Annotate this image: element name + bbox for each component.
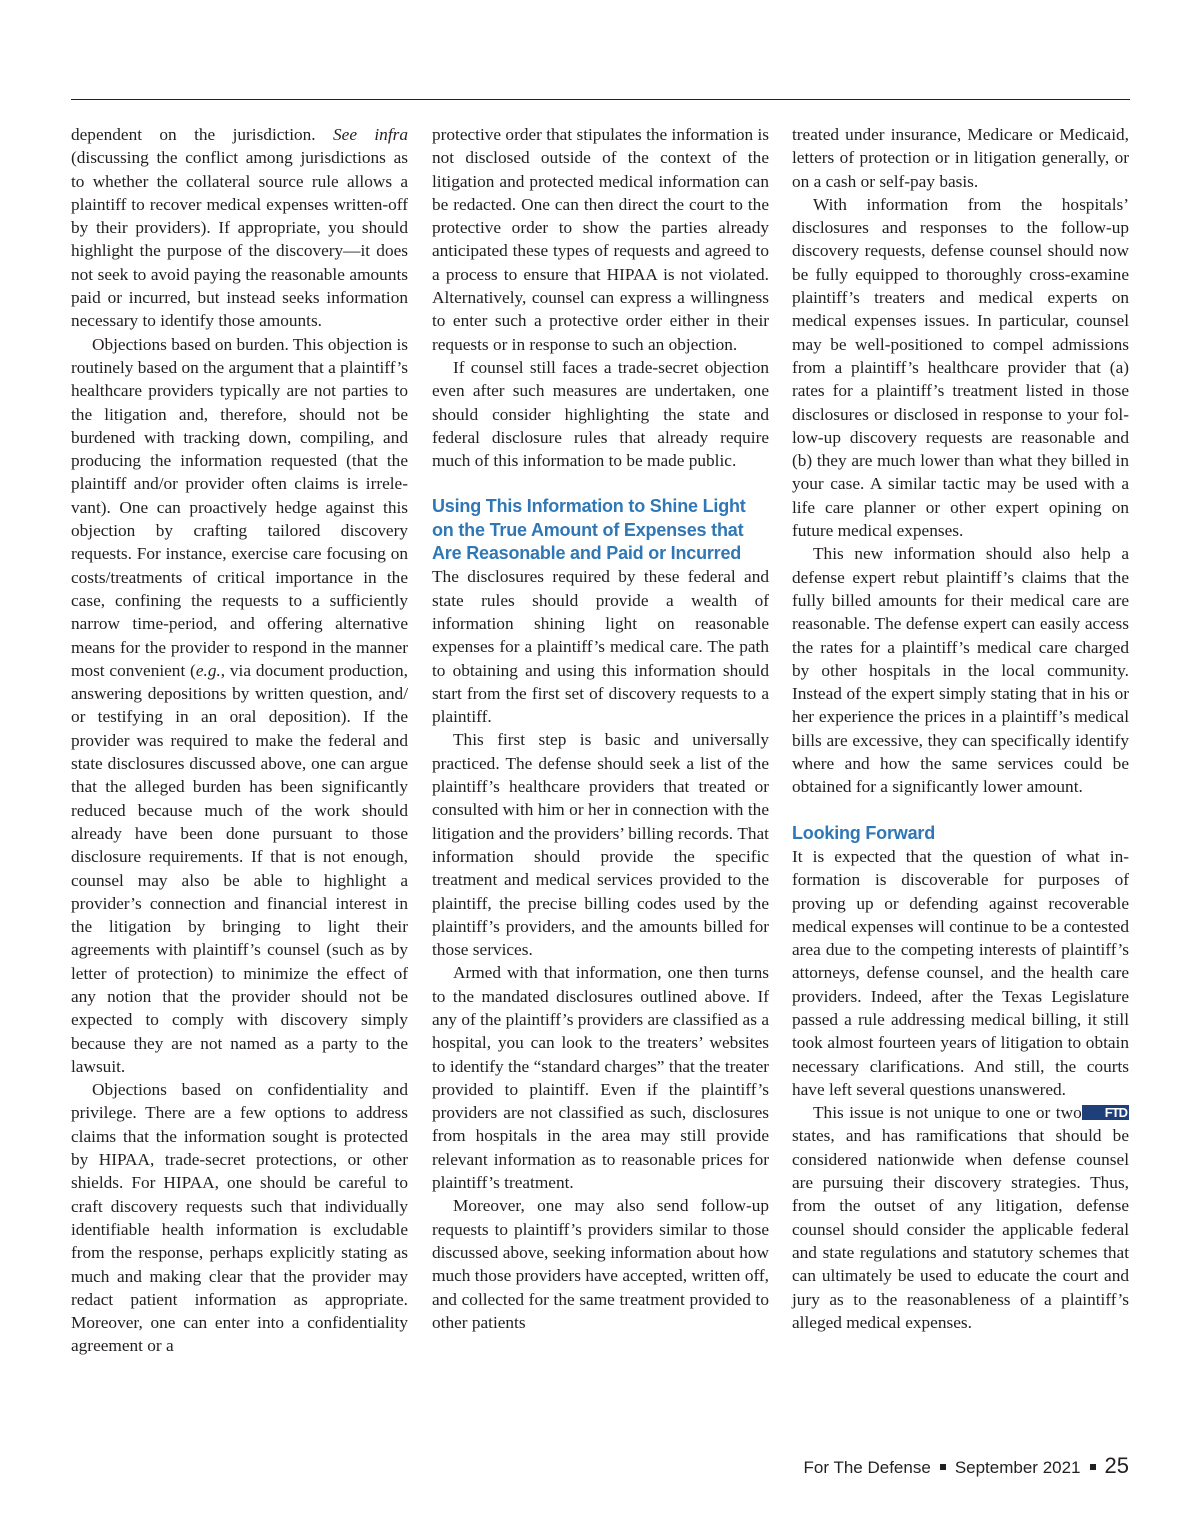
separator-square-icon	[1090, 1464, 1096, 1470]
column-3	[792, 123, 1129, 1334]
text-run: dependent on the jurisdiction.	[71, 125, 334, 144]
column-1	[71, 123, 408, 1358]
paragraph: Objections based on confidentiality and privilege. There are a few options to address claims that the information sought is protected by HIPAA, trade-secret protections, or other shields. For HIPAA, one should be careful to craft discovery requests such that individually identifiable health information is excludable from the response, perhaps explicitly stating as much and making clear that the provider may redact patient information as appropriate. Moreover, one can enter into a confidentiality agreement or a	[71, 1080, 408, 1356]
paragraph: If counsel still faces a trade-secret objection even after such measures are undertaken, one should consider highlighting the state and federal disclosure rules that already require much of this information to be made public.	[432, 357, 769, 471]
top-rule	[71, 99, 1130, 100]
separator-square-icon	[940, 1464, 946, 1470]
paragraph	[792, 845, 1129, 1101]
text-run: Objections based on burden. This objection is routinely based on the argument that a plaintiff’s healthcare providers typically are not parties to the litigation and, therefore, should not be burdened with tracking down, compiling, and producing the information requested (that the plaintiff and/or provider often claims is irrelevant). One can proactively hedge against this objection by crafting tailored discovery requests. For instance, exercise care focusing on costs/treatments of critical importance in the case, confining the requests to a sufficiently narrow time-period, and offering alternative means for the provider to respond in the manner most convenient (	[71, 334, 408, 680]
paragraph	[71, 123, 408, 333]
paragraph	[792, 1101, 1129, 1334]
text-run: , via document production, answering depositions by written question, and/ or testifying in an oral deposition). If the provider was required to make the federal and state disclosures discussed above, one can argue that the alleged burden has been significantly reduced because much of the work should already have been done pursuant to those disclosure requirements. If that is not enough, counsel may also be able to highlight a provider’s connection and financial interest in the litigation by bringing to light their agreements with plaintiff’s counsel (such as by letter of protection) to minimize the effect of any notion that the provider should not be expected to comply with discovery simply because they are not named as a party to the lawsuit.	[71, 660, 409, 1076]
text-run: This issue is not unique to one or two states, and has ramifications that should be considered nationwide when defense counsel are pursuing their discovery strategies. Thus, from the outset of any litigation, defense counsel should consider the applicable federal and state regulations and statutory schemes that can ultimately be used to educate the court and jury as to the reasonableness of a plaintiff’s alleged medical expenses.	[792, 1103, 1129, 1332]
publication-name: For The Defense	[803, 1458, 931, 1477]
paragraph: This new information should also help a defense expert rebut plaintiff’s claims that the fully billed amounts for their medical care are reasonable. The defense expert can easily access the rates for a plaintiff’s medical care charged by other hospitals in the local community. Instead of the expert simply stating that in his or her experience the prices in a plaintiff’s medical bills are excessive, they can specifically identify where and how the same services could be obtained for a significantly lower amount.	[792, 544, 1129, 797]
section-heading: Using This Information to Shine Light on the True Amount of Expenses that Are Reasonable and Paid or Incurred	[432, 496, 746, 564]
issue-date: September 2021	[954, 1458, 1081, 1477]
italic-abbrev: e.g.	[195, 660, 221, 680]
paragraph: protective order that stipulates the information is not disclosed outside of the context of the litigation and protected medical information can be redacted. One can then direct the court to the protective order to show the parties already anticipated these types of requests and agreed to a process to ensure that HIPAA is not violated. Alternatively, counsel can express a willingness to enter such a protective order either in their requests or in response to such an objection.	[432, 125, 769, 354]
page-footer	[804, 1453, 1129, 1479]
paragraph: This first step is basic and universally practiced. The defense should seek a list of the plaintiff’s healthcare providers that treated or consulted with him or her in connection with the litigation and the providers’ billing records. That information should provide the specific treatment and medical services provided to the plaintiff, the precise billing codes used by the plaintiff’s providers, and the amounts billed for those services.	[432, 730, 769, 960]
paragraph	[71, 333, 408, 1079]
end-of-article-icon: FTD	[1082, 1105, 1129, 1120]
paragraph: Armed with that information, one then turns to the mandated disclosures outlined above. If any of the plaintiff’s providers are classified as a hospital, you can look to the treaters’ websites to identify the “standard charges” that the treater provided to plaintiff. Even if the plaintiff’s providers are not classified as such, disclosures from hospitals in the area may still provide relevant information as to reasonable prices for plaintiff’s treatment.	[432, 963, 769, 1193]
paragraph: With information from the hospitals’ disclosures and responses to the follow-up discovery requests, defense counsel should now be fully equipped to thoroughly cross-examine plaintiff’s treaters and medical experts on medical expenses issues. In particular, counsel may be well-positioned to compel admissions from a plaintiff’s healthcare provider that (a) rates for a plaintiff’s treatment listed in those disclosures or disclosed in response to your follow-up discovery requests are reasonable and (b) they are much lower than what they billed in your case. A similar tactic may be used with a life care planner or other expert opining on future medical expenses.	[792, 194, 1129, 541]
column-2	[432, 123, 769, 1334]
section-heading: Looking Forward	[792, 822, 935, 843]
italic-citation: See infra	[333, 125, 408, 144]
paragraph: The disclosures required by these federal and state rules should provide a wealth of information shining light on reasonable expenses for a plaintiff’s medical care. The path to obtaining and using this information should start from the first set of discovery requests to a plaintiff.	[432, 567, 769, 727]
text-run: (discussing the conflict among jurisdictions as to whether the collateral source rule allows a plaintiff to recover medical expenses written-off by their providers). If appropriate, you should highlight the purpose of the discovery—it does not seek to avoid paying the reasonable amounts paid or incurred, but instead seeks information necessary to identify those amounts.	[71, 148, 408, 331]
paragraph: treated under insurance, Medicare or Medicaid, letters of protection or in litigation generally, or on a cash or self-pay basis.	[792, 125, 1129, 191]
paragraph: Moreover, one may also send follow-up requests to plaintiff’s providers similar to those discussed above, seeking information about how much those providers have accepted, written off, and collected for the same treatment provided to other patients	[432, 1196, 769, 1332]
text-run: It is expected that the question of what information is discoverable for purposes of proving up or defending against recoverable medical expenses will continue to be a contested area due to the competing interests of plaintiff’s attorneys, defense counsel, and the health care providers. Indeed, after the Texas Legislature passed a rule addressing medical billing, it still took almost fourteen years of litigation to obtain necessary clarifications. And still, the courts have left several questions unanswered.	[792, 846, 1129, 1099]
page-number: 25	[1104, 1453, 1129, 1478]
